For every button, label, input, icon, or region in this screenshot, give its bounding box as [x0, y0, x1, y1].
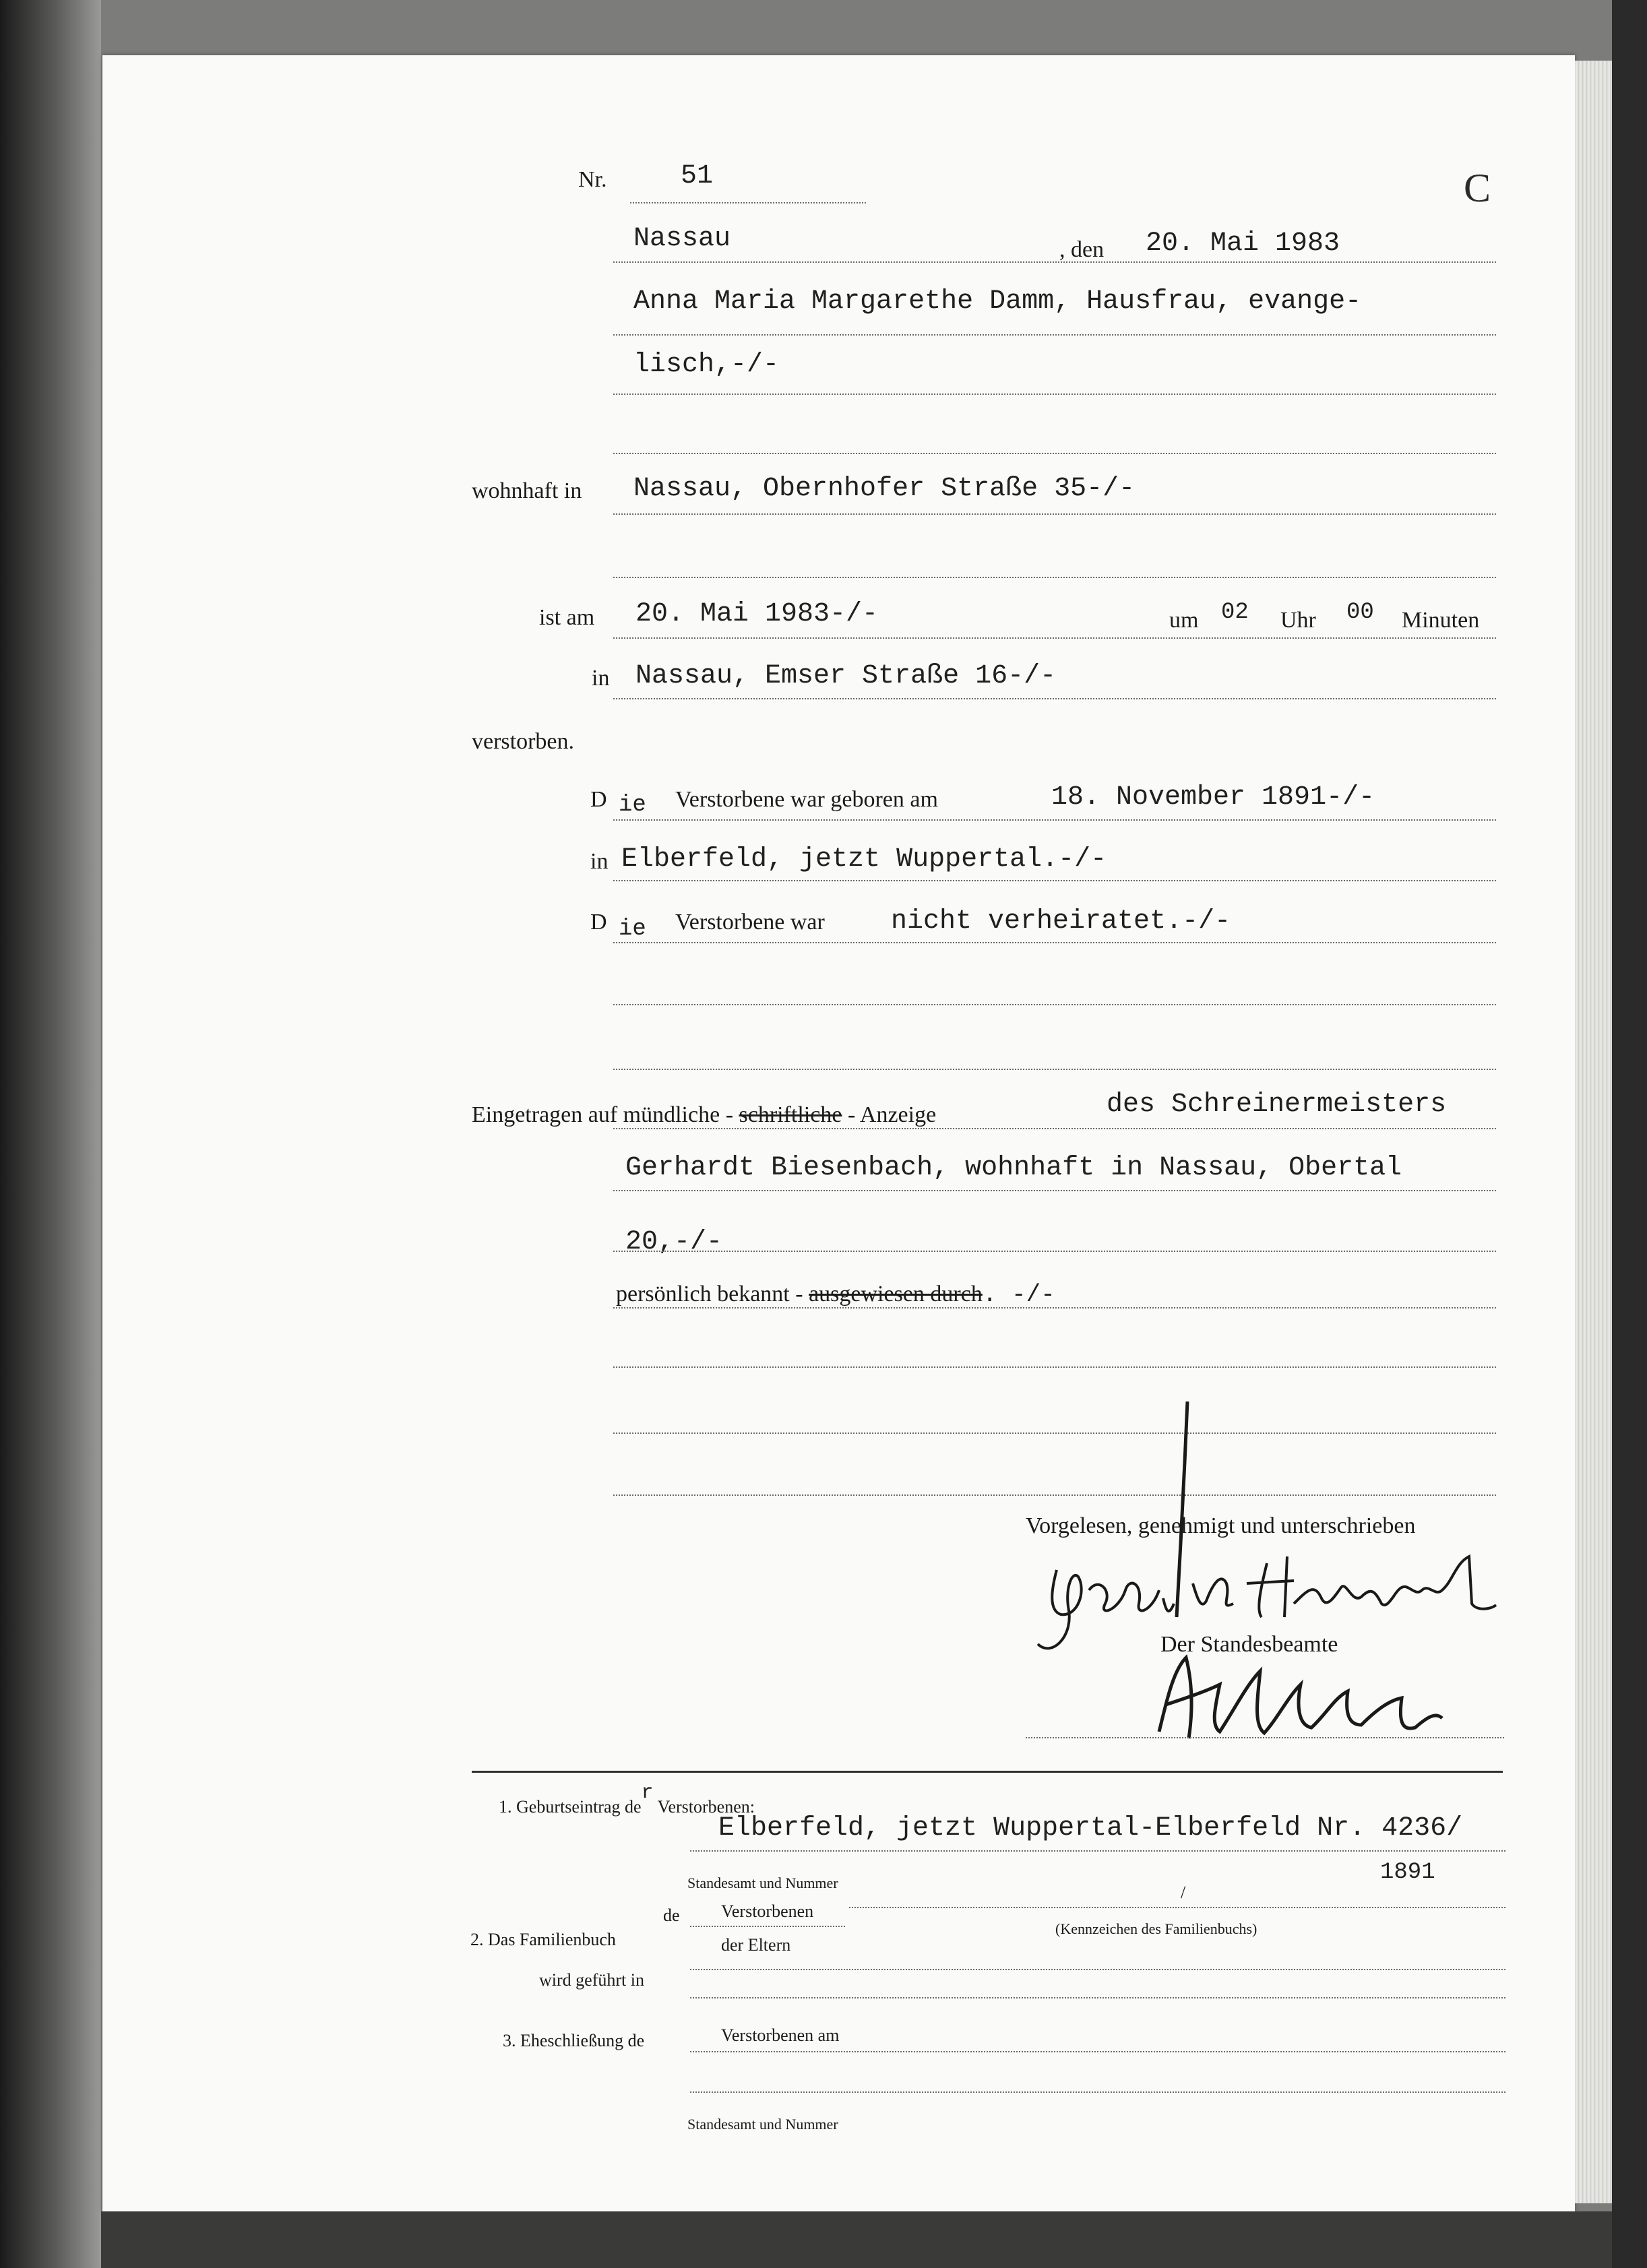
- scan-background-bottom: [101, 2211, 1612, 2268]
- item2-option-verstorbenen: Verstorbenen: [721, 1901, 814, 1921]
- item2-option-rule: [690, 1926, 845, 1927]
- birth-place-rule: [613, 880, 1496, 881]
- nr-value: 51: [681, 161, 714, 191]
- book-binding-left: [0, 0, 101, 2268]
- item1-label: [499, 1782, 755, 1818]
- informant-line3-rule: [613, 1251, 1496, 1252]
- marital-status-value: nicht verheiratet.-/-: [891, 906, 1231, 937]
- item2-option-eltern: der Eltern: [721, 1935, 791, 1955]
- death-place-label: in: [592, 666, 610, 691]
- death-date-value: 20. Mai 1983-/-: [635, 599, 879, 629]
- item1-value-line2: 1891: [1380, 1860, 1435, 1885]
- person-line1-rule: [613, 334, 1496, 336]
- minute-value: 00: [1346, 600, 1374, 625]
- item3-rule-2: [690, 2091, 1505, 2093]
- marital-rule: [613, 942, 1496, 943]
- item3-rule: [690, 2051, 1505, 2052]
- anzeige-text: - Anzeige: [847, 1102, 937, 1127]
- person-line2-rule: [613, 393, 1496, 395]
- den-label: , den: [1059, 237, 1105, 262]
- item1-suffix: Verstorbenen:: [657, 1797, 755, 1817]
- bekannt-suffix: . -/-: [982, 1281, 1055, 1309]
- date-value: 20. Mai 1983: [1146, 228, 1340, 259]
- person-line1: Anna Maria Margarethe Damm, Hausfrau, evange-: [633, 286, 1362, 317]
- verstorben-label: verstorben.: [472, 729, 575, 754]
- eingetragen-label: [472, 1104, 936, 1127]
- footer-divider: [472, 1771, 1503, 1773]
- item2-mid-rule: [690, 1969, 1505, 1970]
- blank-rule-2: [613, 577, 1496, 578]
- slash-mark: /: [1181, 1883, 1186, 1902]
- corner-mark: C: [1464, 166, 1491, 210]
- marital-ie-value: ie: [619, 916, 646, 942]
- standesbeamte-label: Der Standesbeamte: [1160, 1632, 1338, 1657]
- residence-rule: [613, 513, 1496, 515]
- death-place-rule: [613, 698, 1496, 699]
- bekannt-rule: [613, 1307, 1496, 1309]
- signature-registrar: [1146, 1644, 1523, 1752]
- document-page: [102, 55, 1575, 2211]
- birth-place-value: Elberfeld, jetzt Wuppertal.-/-: [621, 844, 1107, 875]
- nr-label: Nr.: [578, 167, 607, 192]
- item1-value-line1: Elberfeld, jetzt Wuppertal-Elberfeld Nr. 4236/: [718, 1813, 1463, 1844]
- item3-value: Verstorbenen am: [721, 2025, 840, 2045]
- item3-label: 3. Eheschließung de: [503, 2031, 645, 2050]
- birth-place-label: in: [590, 849, 609, 874]
- kennzeichen-caption: (Kennzeichen des Familienbuchs): [1055, 1920, 1257, 1937]
- blank-rule-3: [613, 1004, 1496, 1005]
- item1-superscript: r: [641, 1782, 654, 1804]
- death-place-value: Nassau, Emser Straße 16-/-: [635, 661, 1057, 691]
- blank-rule-1: [613, 453, 1496, 454]
- bekannt-label: [616, 1283, 1055, 1307]
- person-line2: lisch,-/-: [633, 350, 780, 380]
- standesamt-caption-2: Standesamt und Nummer: [687, 2116, 838, 2133]
- nr-dotted-line: [630, 202, 866, 203]
- informant-line1-rule: [613, 1128, 1496, 1129]
- residence-label: wohnhaft in: [472, 478, 582, 503]
- blank-rule-5: [613, 1366, 1496, 1368]
- item1-label-text: 1. Geburtseintrag de: [499, 1797, 642, 1817]
- death-date-rule: [613, 637, 1496, 639]
- birth-date-rule: [613, 819, 1496, 821]
- informant-line1: des Schreinermeisters: [1107, 1090, 1447, 1120]
- place-value: Nassau: [633, 224, 731, 254]
- birth-d-label: D: [590, 787, 607, 812]
- signature-rule: [1026, 1737, 1504, 1738]
- residence-value: Nassau, Obernhofer Straße 35-/-: [633, 474, 1136, 504]
- hour-value: 02: [1221, 600, 1249, 625]
- standesamt-caption: Standesamt und Nummer: [687, 1875, 838, 1891]
- uhr-label: Uhr: [1280, 608, 1316, 633]
- vorgelesen-label: Vorgelesen, genehmigt und unterschrieben: [1026, 1513, 1416, 1538]
- item2-bottom-rule: [690, 1997, 1505, 1998]
- um-label: um: [1169, 608, 1199, 633]
- bekannt-text: persönlich bekannt -: [616, 1282, 803, 1306]
- birth-ie-value: ie: [619, 792, 646, 818]
- informant-line2: Gerhardt Biesenbach, wohnhaft in Nassau, Obertal: [625, 1153, 1402, 1183]
- page-stack-edge: [1575, 61, 1612, 2203]
- item2-de: de: [663, 1905, 680, 1925]
- marital-d-label: D: [590, 910, 607, 935]
- marital-label: Verstorbene war: [675, 910, 825, 935]
- birth-label: Verstorbene war geboren am: [675, 787, 938, 812]
- ausgewiesen-struck: ausgewiesen durch: [809, 1282, 983, 1306]
- birth-date-value: 18. November 1891-/-: [1051, 782, 1375, 813]
- blank-rule-4: [613, 1069, 1496, 1070]
- informant-line3: 20,-/-: [625, 1227, 723, 1257]
- item2-wird-label: wird geführt in: [539, 1970, 644, 1990]
- death-date-label: ist am: [539, 605, 595, 630]
- schriftliche-struck: schriftliche: [739, 1102, 842, 1127]
- scan-background-right: [1612, 0, 1647, 2268]
- item2-label: 2. Das Familienbuch: [470, 1930, 616, 1949]
- minuten-label: Minuten: [1402, 608, 1480, 633]
- place-date-line: [613, 261, 1496, 263]
- eingetragen-text: Eingetragen auf mündliche -: [472, 1102, 734, 1127]
- item1-rule: [690, 1850, 1505, 1852]
- informant-line2-rule: [613, 1190, 1496, 1191]
- item2-top-rule: [849, 1907, 1505, 1908]
